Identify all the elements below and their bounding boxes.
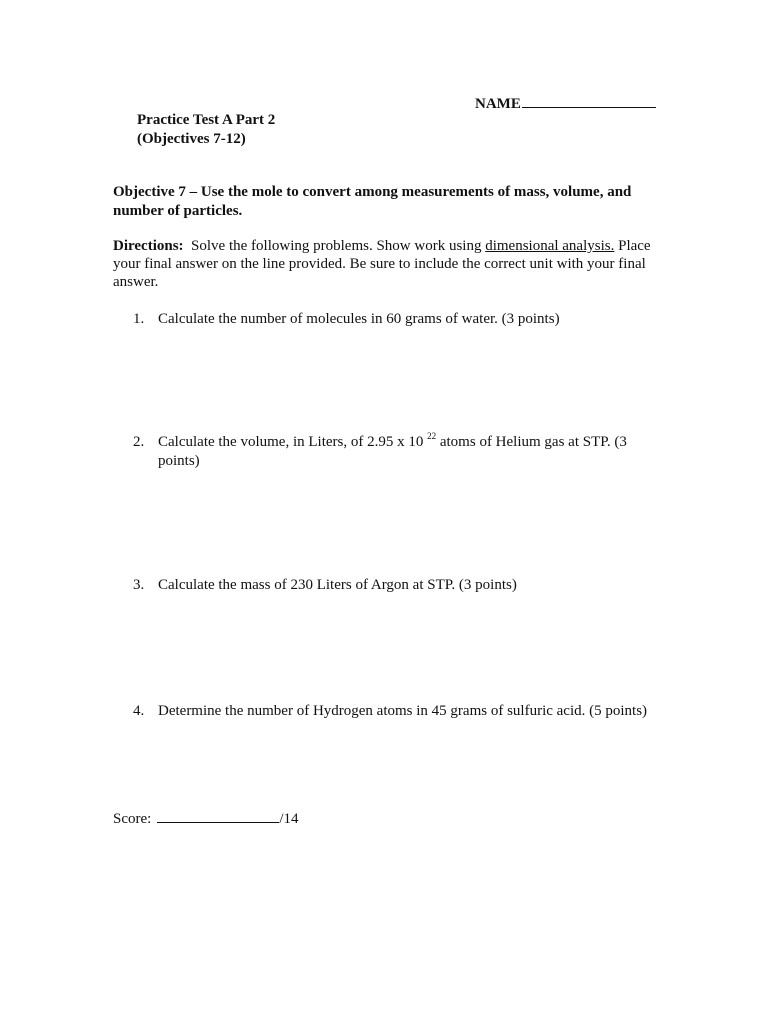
question-text: Calculate the mass of 230 Liters of Argon at STP. (3 points): [158, 577, 517, 593]
directions-text-after: Place your final answer on the line provided. Be sure to include the correct unit with your final answer.: [113, 238, 651, 290]
question-number: 4.: [133, 703, 145, 719]
question-text: Calculate the number of molecules in 60 grams of water. (3 points): [158, 311, 560, 327]
question-number: 3.: [133, 577, 145, 593]
directions-text-before: Solve the following problems. Show work using: [191, 238, 482, 254]
name-field[interactable]: [475, 93, 656, 113]
exponent: 22: [427, 431, 437, 441]
score-blank-line[interactable]: [157, 808, 279, 823]
question-number: 2.: [133, 434, 145, 450]
test-title-line1: Practice Test A Part 2: [137, 112, 276, 128]
test-title-line2: (Objectives 7-12): [137, 131, 246, 147]
directions-underlined: dimensional analysis.: [485, 238, 615, 254]
name-blank-line[interactable]: [522, 93, 656, 108]
question-text-after: atoms of Helium gas at STP. (3 points): [158, 434, 627, 469]
question-3: [133, 576, 653, 595]
directions-label: Directions:: [113, 238, 184, 254]
objective-heading: Objective 7 – Use the mole to convert among measurements of mass, volume, and number of particles.: [113, 184, 632, 219]
question-number: 1.: [133, 311, 145, 327]
question-2: [133, 433, 653, 471]
question-text: Determine the number of Hydrogen atoms in 45 grams of sulfuric acid. (5 points): [158, 703, 648, 719]
score-label: Score:: [113, 811, 152, 827]
test-title: [137, 111, 275, 149]
score-line: [113, 808, 299, 828]
question-text-before: Calculate the volume, in Liters, of 2.95 x 10: [158, 434, 424, 450]
question-4: [133, 702, 653, 721]
score-total: /14: [279, 811, 299, 827]
directions-paragraph: [113, 237, 653, 291]
question-1: [133, 310, 653, 329]
question-text: [158, 433, 653, 471]
name-label: NAME: [475, 96, 521, 112]
